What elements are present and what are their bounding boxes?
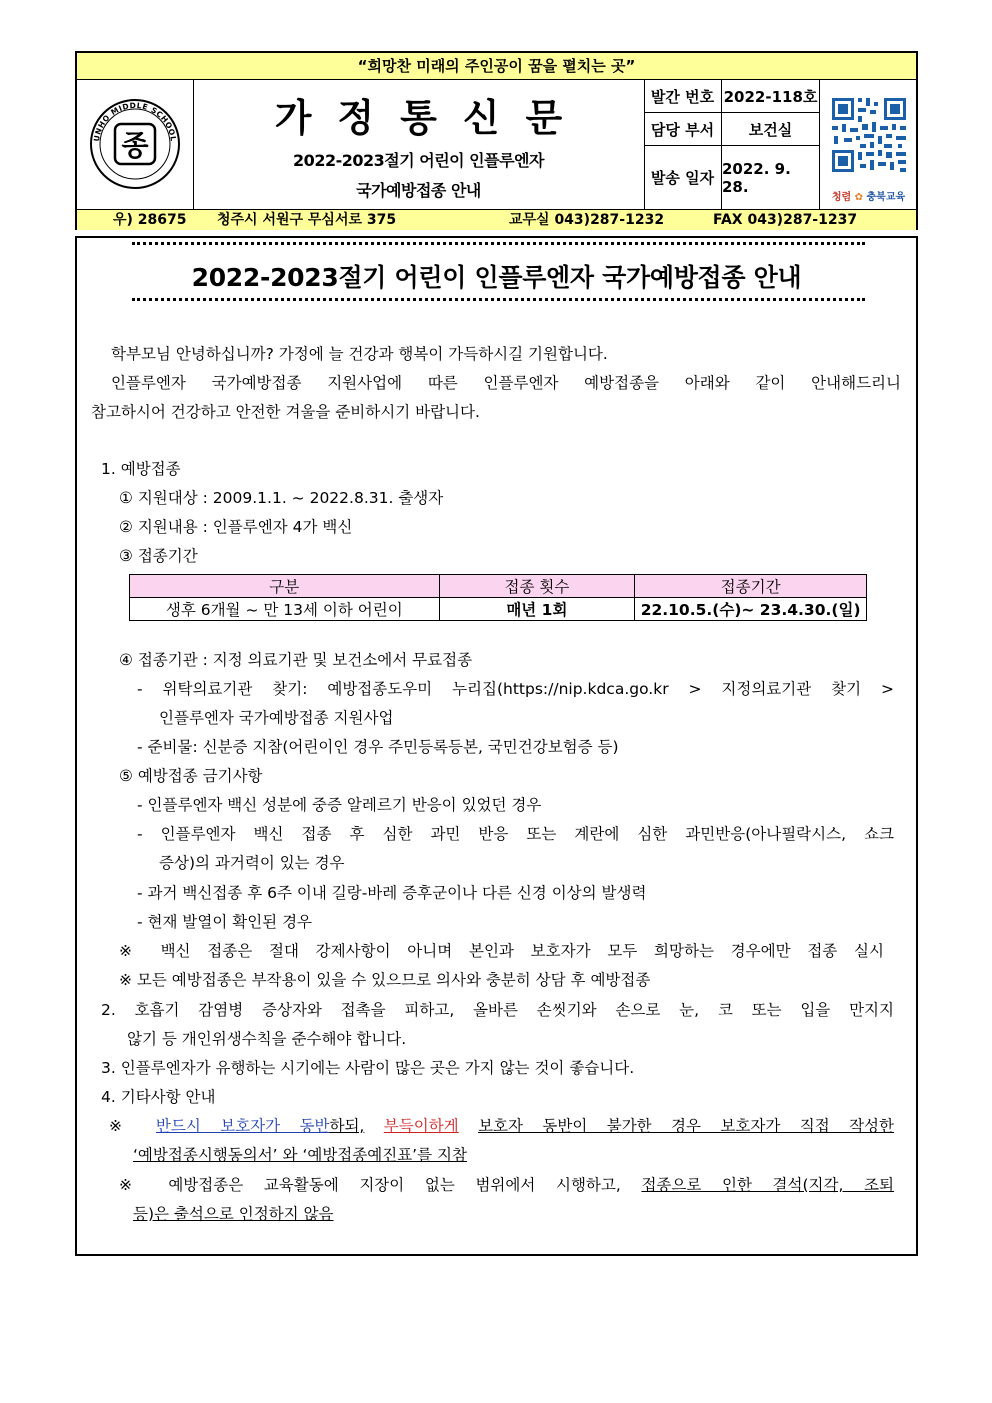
guardian-required-text: 반드시 보호자가 동반 xyxy=(155,1117,330,1135)
logo-ring-text: UNHO MIDDLE SCHOOL xyxy=(91,100,178,143)
newsletter-header xyxy=(75,51,918,230)
info-value: 2022. 9. 28. xyxy=(722,159,791,196)
note-mark: ※ xyxy=(109,1117,137,1135)
qr-caption-integrity: 청렴 xyxy=(831,192,852,203)
info-label: 발송 일자 xyxy=(644,146,722,209)
logo-glyph: 종 xyxy=(121,129,149,162)
qr-code-icon[interactable] xyxy=(820,80,917,188)
section1-target: ① 지원대상 : 2009.1.1. ~ 2022.8.31. 출생자 xyxy=(119,489,444,507)
school-emblem-icon xyxy=(77,80,193,209)
issue-info-table xyxy=(644,80,819,209)
fax-number: FAX 043)287-1237 xyxy=(713,212,858,228)
contraindication-item: - 인플루엔자 백신 성분에 중증 알레르기 반응이 있었던 경우 xyxy=(137,796,542,814)
section4-heading: 4. 기타사항 안내 xyxy=(101,1088,216,1106)
info-value: 보건실 xyxy=(748,120,793,139)
section2-line: 2. 호흡기 감염병 증상자와 접촉을 피하고, 올바른 손씻기와 손으로 눈, 코 또는 입을 만지지 xyxy=(101,1001,894,1019)
street-address: 청주시 서원구 무심서로 375 xyxy=(217,212,397,228)
note-text: ※ 예방접종은 교육활동에 지장이 없는 범위에서 시행하고, xyxy=(119,1176,621,1194)
section4-note-guardian xyxy=(109,1114,894,1136)
office-phone: 교무실 043)287-1232 xyxy=(509,212,665,228)
zip-code: 우) 28675 xyxy=(113,212,187,228)
notice-title: 2022-2023절기 어린이 인플루엔자 국가예방접종 안내 xyxy=(191,263,802,292)
flower-icon: ✿ xyxy=(854,192,864,203)
header-main-row xyxy=(77,80,916,210)
title-divider-bottom xyxy=(132,298,865,301)
paper-subtitle-line1: 2022-2023절기 어린이 인플루엔자 xyxy=(293,151,544,170)
school-logo xyxy=(77,80,194,209)
contraindications-heading: ⑤ 예방접종 금기사항 xyxy=(119,767,263,785)
note-text: 보호자 동반이 불가한 경우 보호자가 직접 작성한 xyxy=(478,1117,894,1135)
qr-area xyxy=(819,80,917,209)
address-bar xyxy=(77,210,916,230)
qr-caption xyxy=(820,188,917,203)
table-header-cell: 구분 xyxy=(130,575,440,598)
required-items: - 준비물: 신분증 지참(어린이인 경우 주민등록등본, 국민건강보험증 등) xyxy=(137,738,619,756)
table-header-row xyxy=(130,575,867,598)
consignment-clinic-search-cont: 인플루엔자 국가예방접종 지원사업 xyxy=(159,709,394,727)
info-label: 발간 번호 xyxy=(644,80,722,112)
school-slogan: “희망찬 미래의 주인공이 꿈을 펼치는 곳” xyxy=(77,53,916,80)
contraindication-item: - 과거 백신접종 후 6주 이내 길랑-바레 증후군이나 다른 신경 이상의 발생력 xyxy=(137,884,647,902)
info-value: 2022-118호 xyxy=(723,87,818,106)
section1-period: ③ 접종기간 xyxy=(119,547,198,565)
vaccination-schedule-table xyxy=(129,574,867,621)
section1-heading: 1. 예방접종 xyxy=(101,460,181,478)
contraindication-item: - 현재 발열이 확인된 경우 xyxy=(137,913,313,931)
attendance-text: 접종으로 인한 결석(지각, 조퇴 xyxy=(641,1176,895,1194)
section2-line-cont: 않기 등 개인위생수칙을 준수해야 합니다. xyxy=(127,1030,407,1048)
unavoidable-text: 부득이하게 xyxy=(383,1117,459,1135)
info-row-issue-number xyxy=(644,80,819,113)
info-row-department xyxy=(644,113,819,146)
title-divider-top xyxy=(132,242,865,245)
consignment-clinic-search: - 위탁의료기관 찾기: 예방접종도우미 누리집(https://nip.kdca.go.kr > 지정의료기관 찾기 > xyxy=(137,680,894,698)
table-row xyxy=(130,598,867,621)
section4-note-attendance-cont: 등)은 출석으로 인정하지 않음 xyxy=(133,1205,334,1223)
qr-caption-office: 충북교육 xyxy=(866,192,906,203)
intro-line: 참고하시어 건강하고 안전한 겨울을 준비하시기 바랍니다. xyxy=(91,403,480,421)
intro-greeting: 학부모님 안녕하십니까? 가정에 늘 건강과 행복이 가득하시길 기원합니다. xyxy=(111,345,608,363)
paper-title: 가정통신문 xyxy=(274,95,589,140)
section4-note-attendance xyxy=(119,1173,894,1195)
intro-line: 인플루엔자 국가예방접종 지원사업에 따른 인플루엔자 예방접종을 아래와 같이 안내해드리니 xyxy=(111,374,901,392)
section1-institution: ④ 접종기관 : 지정 의료기관 및 보건소에서 무료접종 xyxy=(119,651,473,669)
table-cell-period: 22.10.5.(수)~ 23.4.30.(일) xyxy=(635,598,867,621)
note-side-effects: ※ 모든 예방접종은 부작용이 있을 수 있으므로 의사와 충분히 상담 후 예방접종 xyxy=(119,971,651,989)
section3-line: 3. 인플루엔자가 유행하는 시기에는 사람이 많은 곳은 가지 않는 것이 좋습니다. xyxy=(101,1059,635,1077)
table-cell-count: 매년 1회 xyxy=(439,598,635,621)
notice-body xyxy=(75,236,918,1256)
info-row-send-date xyxy=(644,146,819,209)
paper-subtitle-line2: 국가예방접종 안내 xyxy=(356,181,481,200)
title-area xyxy=(193,80,645,209)
table-header-cell: 접종 횟수 xyxy=(439,575,635,598)
note-voluntary: ※ 백신 접종은 절대 강제사항이 아니며 본인과 보호자가 모두 희망하는 경우에만 접종 실시 xyxy=(119,942,884,960)
table-header-cell: 접종기간 xyxy=(635,575,867,598)
table-cell-target: 생후 6개월 ~ 만 13세 이하 어린이 xyxy=(130,598,440,621)
info-label: 담당 부서 xyxy=(644,113,722,145)
note-text: 하되, xyxy=(329,1117,365,1135)
section4-note-guardian-cont: ‘예방접종시행동의서’ 와 ‘예방접종예진표’를 지참 xyxy=(133,1146,467,1164)
contraindication-item-cont: 증상)의 과거력이 있는 경우 xyxy=(159,854,345,872)
contraindication-item: - 인플루엔자 백신 접종 후 심한 과민 반응 또는 계란에 심한 과민반응(아나필락시스, 쇼크 xyxy=(137,825,894,843)
section1-content: ② 지원내용 : 인플루엔자 4가 백신 xyxy=(119,518,353,536)
